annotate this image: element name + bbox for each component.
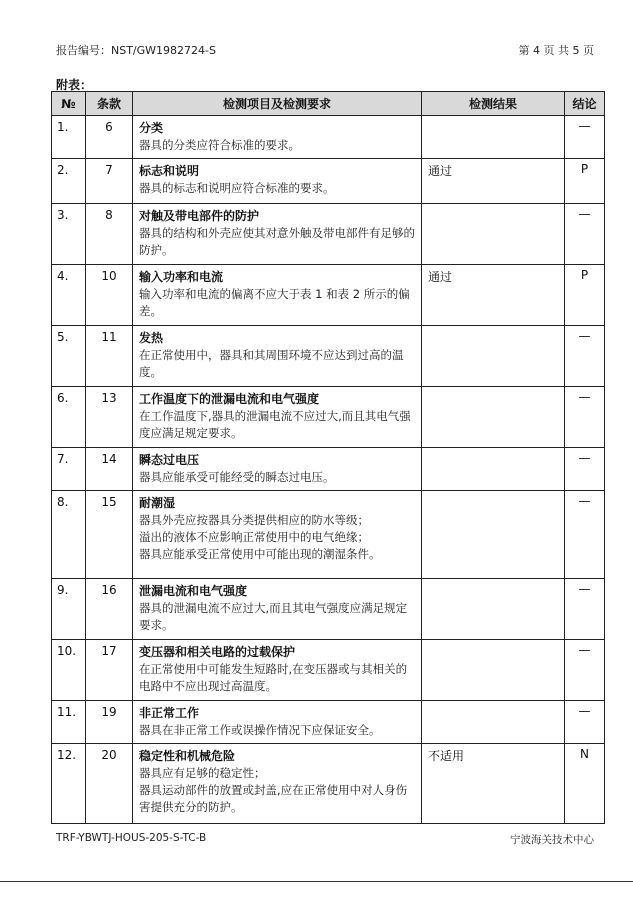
bottom-divider <box>0 881 633 882</box>
test-item-requirement: 在工作温度下,器具的泄漏电流不应过大,而且其电气强度应满足规定要求。 <box>139 409 411 440</box>
form-code: TRF-YBWTJ-HOUS-205-S-TC-B <box>56 832 207 844</box>
test-item-cell <box>133 701 422 744</box>
test-item-requirement: 器具的分类应符合标准的要求。 <box>139 138 300 152</box>
verdict: P <box>565 159 605 204</box>
test-item-requirement: 器具的泄漏电流不应过大,而且其电气强度应满足规定要求。 <box>139 601 408 632</box>
row-number: 7. <box>52 448 86 491</box>
row-number: 4. <box>52 265 86 326</box>
clause-number: 15 <box>86 491 133 579</box>
test-result <box>422 326 565 387</box>
row-number: 5. <box>52 326 86 387</box>
verdict: N <box>565 744 605 824</box>
row-number: 3. <box>52 204 86 265</box>
table-row <box>52 326 605 387</box>
verdict: — <box>565 701 605 744</box>
test-item-requirement: 溢出的液体不应影响正常使用中的电气绝缘； <box>139 530 369 544</box>
test-item-title: 耐潮湿 <box>139 496 176 510</box>
test-item-title: 发热 <box>139 331 164 345</box>
test-item-requirement: 在正常使用中，器具和其周围环境不应达到过高的温度。 <box>139 348 404 379</box>
test-items-table <box>51 91 605 824</box>
test-item-requirement: 器具运动部件的放置或封盖,应在正常使用中对人身伤害提供充分的防护。 <box>139 783 408 814</box>
test-result <box>422 640 565 701</box>
test-item-requirement: 在正常使用中可能发生短路时,在变压器或与其相关的电路中不应出现过高温度。 <box>139 662 408 693</box>
test-item-title: 泄漏电流和电气强度 <box>139 584 248 598</box>
col-header-result: 检测结果 <box>422 92 565 116</box>
col-header-verdict: 结论 <box>565 92 605 116</box>
test-item-cell <box>133 326 422 387</box>
clause-number: 17 <box>86 640 133 701</box>
verdict: — <box>565 326 605 387</box>
test-item-title: 工作温度下的泄漏电流和电气强度 <box>139 392 320 406</box>
test-item-title: 分类 <box>139 121 164 135</box>
test-item-title: 变压器和相关电路的过载保护 <box>139 645 296 659</box>
verdict: — <box>565 204 605 265</box>
test-result <box>422 491 565 579</box>
row-number: 6. <box>52 387 86 448</box>
clause-number: 19 <box>86 701 133 744</box>
row-number: 11. <box>52 701 86 744</box>
test-result <box>422 579 565 640</box>
test-item-cell <box>133 159 422 204</box>
test-item-title: 对触及带电部件的防护 <box>139 209 260 223</box>
table-header-row <box>52 92 605 116</box>
verdict: — <box>565 579 605 640</box>
test-item-cell <box>133 744 422 824</box>
clause-number: 14 <box>86 448 133 491</box>
table-row <box>52 744 605 824</box>
test-item-title: 稳定性和机械危险 <box>139 749 236 763</box>
test-result <box>422 448 565 491</box>
clause-number: 7 <box>86 159 133 204</box>
table-row <box>52 204 605 265</box>
test-result <box>422 116 565 159</box>
verdict: — <box>565 116 605 159</box>
test-item-cell <box>133 204 422 265</box>
clause-number: 13 <box>86 387 133 448</box>
test-result: 通过 <box>422 159 565 204</box>
table-row <box>52 265 605 326</box>
appendix-label: 附表： <box>56 78 93 92</box>
clause-number: 8 <box>86 204 133 265</box>
verdict: P <box>565 265 605 326</box>
col-header-no: № <box>52 92 86 116</box>
row-number: 1. <box>52 116 86 159</box>
row-number: 12. <box>52 744 86 824</box>
clause-number: 11 <box>86 326 133 387</box>
table-row <box>52 640 605 701</box>
test-item-cell <box>133 640 422 701</box>
row-number: 2. <box>52 159 86 204</box>
row-number: 9. <box>52 579 86 640</box>
verdict: — <box>565 640 605 701</box>
report-number: 报告编号：NST/GW1982724-S <box>56 44 216 57</box>
row-number: 10. <box>52 640 86 701</box>
test-item-title: 标志和说明 <box>139 164 200 178</box>
organization-name: 宁波海关技术中心 <box>510 834 594 846</box>
table-row <box>52 116 605 159</box>
clause-number: 6 <box>86 116 133 159</box>
table-row <box>52 579 605 640</box>
test-item-requirement: 器具的结构和外壳应使其对意外触及带电部件有足够的防护。 <box>139 226 415 257</box>
test-result: 不适用 <box>422 744 565 824</box>
clause-number: 16 <box>86 579 133 640</box>
verdict: — <box>565 491 605 579</box>
test-item-cell <box>133 579 422 640</box>
test-item-cell <box>133 448 422 491</box>
test-item-requirement: 器具应能承受可能经受的瞬态过电压。 <box>139 470 335 484</box>
test-item-cell <box>133 387 422 448</box>
test-item-requirement: 器具应有足够的稳定性； <box>139 766 266 780</box>
test-item-title: 输入功率和电流 <box>139 270 224 284</box>
test-item-requirement: 器具在非正常工作或误操作情况下应保证安全。 <box>139 723 381 737</box>
test-item-requirement: 输入功率和电流的偏离不应大于表 1 和表 2 所示的偏差。 <box>139 287 410 318</box>
page-header <box>56 42 594 60</box>
table-body <box>52 116 605 824</box>
clause-number: 10 <box>86 265 133 326</box>
table-row <box>52 387 605 448</box>
verdict: — <box>565 387 605 448</box>
test-item-requirement: 器具外壳应按器具分类提供相应的防水等级； <box>139 513 369 527</box>
test-result <box>422 204 565 265</box>
col-header-clause: 条款 <box>86 92 133 116</box>
test-item-requirement: 器具应能承受正常使用中可能出现的潮湿条件。 <box>139 547 381 561</box>
row-number: 8. <box>52 491 86 579</box>
test-item-requirement: 器具的标志和说明应符合标准的要求。 <box>139 181 335 195</box>
clause-number: 20 <box>86 744 133 824</box>
test-item-cell <box>133 116 422 159</box>
page-footer <box>56 832 594 848</box>
verdict: — <box>565 448 605 491</box>
test-item-cell <box>133 265 422 326</box>
test-result: 通过 <box>422 265 565 326</box>
table-row <box>52 491 605 579</box>
test-item-title: 非正常工作 <box>139 706 200 720</box>
test-result <box>422 701 565 744</box>
col-header-item: 检测项目及检测要求 <box>133 92 422 116</box>
page-indicator: 第 4 页 共 5 页 <box>518 44 594 57</box>
test-item-title: 瞬态过电压 <box>139 453 200 467</box>
test-item-cell <box>133 491 422 579</box>
test-result <box>422 387 565 448</box>
table-row <box>52 448 605 491</box>
table-row <box>52 701 605 744</box>
table-row <box>52 159 605 204</box>
